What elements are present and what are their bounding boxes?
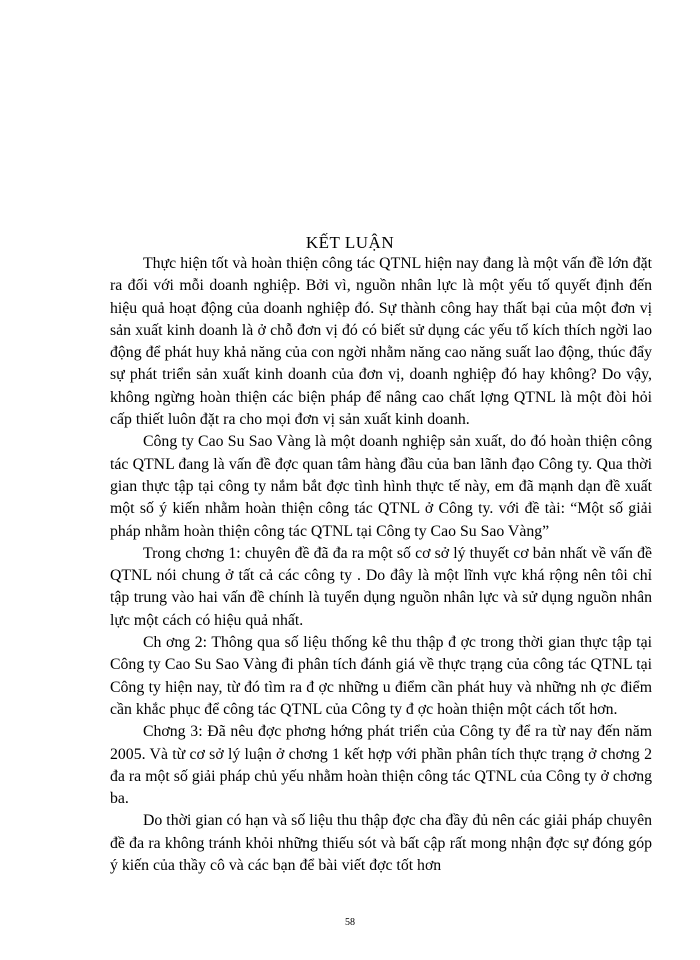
paragraph-closing: Do thời gian có hạn và số liệu thu thập đợc cha đầy đủ nên các giải pháp chuyên đề đa ra không tránh khỏi những thiếu sót và bất cập rất mong nhận đợc sự đóng góp ý kiến của thầy cô và các bạn để bài viết đợc tốt hơn: [110, 812, 652, 875]
paragraph-chapter-3: Chơng 3: Đã nêu đợc phơng hớng phát triển của Công ty để ra từ nay đến năm 2005. Và từ cơ sở lý luận ở chơng 1 kết hợp với phần phân tích thực trạng ở chơng 2 đa ra một số giải pháp chủ yếu nhằm hoàn thiện công tác QTNL của Công ty ở chơng ba.: [110, 723, 652, 808]
page-title: KẾT LUẬN: [305, 233, 395, 252]
paragraph-company: Công ty Cao Su Sao Vàng là một doanh nghiệp sản xuất, do đó hoàn thiện công tác QTNL đang là vấn đề đợc quan tâm hàng đầu của ban lãnh đạo Công ty. Qua thời gian thực tập tại công ty nắm bắt đợc tình hình thực tế này, em đã mạnh dạn đề xuất một số ý kiến nhằm hoàn thiện công tác QTNL ở Công ty. với đề tài: “Một số giải pháp nhằm hoàn thiện công tác QTNL tại Công ty Cao Su Sao Vàng”: [110, 433, 652, 540]
page-number: 58: [345, 917, 355, 928]
paragraph-intro: Thực hiện tốt và hoàn thiện công tác QTNL hiện nay đang là một vấn đề lớn đặt ra đối với mỗi doanh nghiệp. Bởi vì, nguồn nhân lực là một yếu tố quyết định đến hiệu quả hoạt động của doanh nghiệp đó. Sự thành công hay thất bại của một đơn vị sản xuất kinh doanh là ở chỗ đơn vị đó có biết sử dụng các yếu tố kích thích ngời lao động để phát huy khả năng của con ngời nhằm năng cao năng suất lao động, thúc đẩy sự phát triển sản xuất kinh doanh của đơn vị, doanh nghiệp đó hay không? Do vậy, không ngừng hoàn thiện các biện pháp để nâng cao chất lợng QTNL là một đòi hỏi cấp thiết luôn đặt ra cho mọi đơn vị sản xuất kinh doanh.: [110, 255, 652, 429]
document-body: [110, 253, 652, 877]
paragraph-chapter-2: Ch ơng 2: Thông qua số liệu thống kê thu thập đ ợc trong thời gian thực tập tại Công ty Cao Su Sao Vàng đi phân tích đánh giá về thực trạng của công tác QTNL tại Công ty hiện nay, từ đó tìm ra đ ợc những u điểm cần phát huy và những nh ợc điểm cần khắc phục để công tác QTNL của Công ty đ ợc hoàn thiện một cách tốt hơn.: [110, 634, 652, 718]
paragraph-chapter-1: Trong chơng 1: chuyên đề đã đa ra một số cơ sở lý thuyết cơ bản nhất về vấn đề QTNL nói chung ở tất cả các công ty . Do đây là một lĩnh vực khá rộng nên tôi chỉ tập trung vào hai vấn đề chính là tuyển dụng nguồn nhân lực và sử dụng nguồn nhân lực một cách có hiệu quả nhất.: [110, 544, 652, 629]
